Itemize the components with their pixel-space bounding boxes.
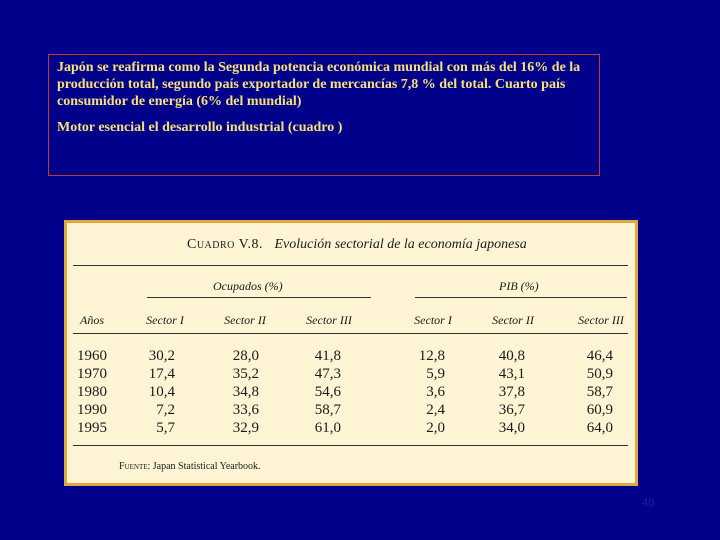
intro-text-box (48, 54, 600, 176)
table-cell: 34,0 (498, 420, 525, 436)
intro-paragraph-2: Motor esencial el desarrollo industrial (cuadro ) (57, 120, 343, 135)
table-cell: 30,2 (148, 348, 175, 364)
col-header: Sector I (414, 313, 452, 327)
table-caption-label: Cuadro V.8. (187, 237, 263, 252)
table-cell: 61,0 (314, 420, 341, 436)
row-year: 1995 (77, 420, 107, 436)
table-cell: 58,7 (314, 402, 341, 418)
col-header: Sector II (224, 313, 266, 327)
table-caption (187, 237, 527, 253)
row-year: 1980 (77, 384, 107, 400)
table-cell: 43,1 (498, 366, 525, 382)
table-cell: 7,2 (156, 402, 175, 418)
table-cell: 28,0 (232, 348, 259, 364)
table-cell: 33,6 (232, 402, 259, 418)
table-cell: 5,7 (156, 420, 175, 436)
intro-paragraph-1: Japón se reafirma como la Segunda potencia económica mundial con más del 16% de la producción total, segundo país exportador de mercancías 7,8 % del total. Cuarto país consumidor de energía (6% del mundial) (57, 60, 581, 109)
table-cell: 35,2 (232, 366, 259, 382)
col-header-years: Años (80, 313, 104, 327)
table-cell: 58,7 (586, 384, 613, 400)
group-header-pib: PIB (%) (499, 279, 539, 293)
table-cell: 3,6 (426, 384, 445, 400)
table-cell: 46,4 (586, 348, 613, 364)
table-cell: 32,9 (232, 420, 259, 436)
table-cell: 37,8 (498, 384, 525, 400)
table-cell: 60,9 (586, 402, 613, 418)
divider (147, 297, 371, 298)
source-text: Japan Statistical Yearbook. (152, 461, 261, 472)
row-year: 1970 (77, 366, 107, 382)
table-cell: 36,7 (498, 402, 525, 418)
group-header-ocupados: Ocupados (%) (213, 279, 283, 293)
col-header: Sector I (146, 313, 184, 327)
table-cell: 41,8 (314, 348, 341, 364)
table-cell: 64,0 (586, 420, 613, 436)
table-cell: 34,8 (232, 384, 259, 400)
row-year: 1990 (77, 402, 107, 418)
page-number: 40 (642, 497, 655, 509)
divider (73, 445, 628, 446)
table-cell: 47,3 (314, 366, 341, 382)
table-caption-title: Evolución sectorial de la economía japonesa (274, 237, 527, 252)
table-cell: 12,8 (418, 348, 445, 364)
table-cell: 54,6 (314, 384, 341, 400)
col-header: Sector II (492, 313, 534, 327)
table-cell: 5,9 (426, 366, 445, 382)
table-cell: 2,4 (426, 402, 445, 418)
table-cell: 17,4 (148, 366, 175, 382)
col-header: Sector III (578, 313, 624, 327)
divider (73, 333, 628, 334)
table-source (119, 461, 261, 472)
table-cell: 50,9 (586, 366, 613, 382)
table-cell: 10,4 (148, 384, 175, 400)
table-image-panel (64, 220, 638, 486)
row-year: 1960 (77, 348, 107, 364)
table-cell: 2,0 (426, 420, 445, 436)
divider (415, 297, 627, 298)
table-cell: 40,8 (498, 348, 525, 364)
col-header: Sector III (306, 313, 352, 327)
source-label: Fuente: (119, 461, 151, 472)
divider (73, 265, 628, 266)
